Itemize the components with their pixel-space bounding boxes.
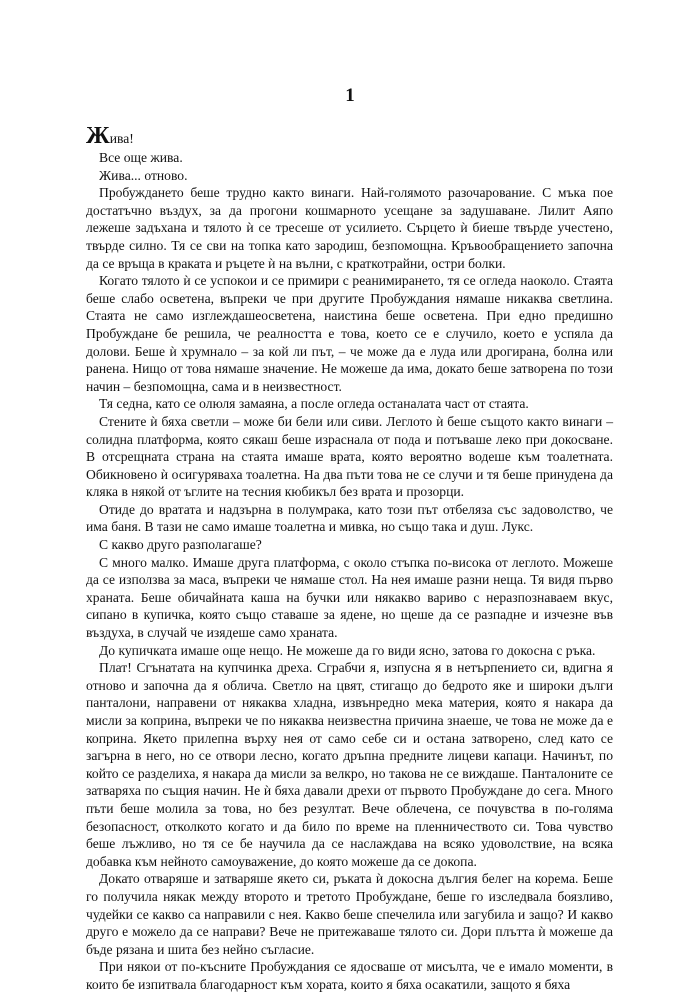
paragraph: Жива... отново. bbox=[99, 167, 188, 183]
paragraph: Отиде до вратата и надзърна в полумрака, като този път отбеляза със задоволство, че има баня. В тази не само имаше тоалетна и мивка, но също така и душ. Лукс. bbox=[86, 501, 613, 535]
paragraph: С какво друго разполагаше? bbox=[99, 537, 262, 553]
paragraph: Плат! Сгънатата на купчинка дреха. Сграбчи я, изпусна я в нетърпението си, вдигна я отново и започна да я облича. Светло на цвят, стигащо до бедрото яке и широки дълги панталони, направени от някаква хладна, извънредно мека материя, която я накара да мисли за коприна, въпреки че по някаква неизвестна причина знаеше, че това не може да е коприна. Якето прилепна върху нея от само себе си и остана затворено, след като се загърна в него, но се отвори лесно, когато дръпна предните лицеви капаци. Начинът, по който се разделиха, я накара да мисли за велкро, но такова не се виждаше. Панталоните се затваряха по същия начин. Не ѝ бяха давали дрехи от първото Пробуждане до сега. Много пъти беше молила за това, но без резултат. Вече облечена, се почувства в по-голяма безопасност, отколкото когато и да било по време на пленничеството си. Това чувство беше лъжливо, но тя се бе научила да се наслаждава на всяко удоволствие, на всяка добавка към нейното самоуважение, до която можеше да се докопа. bbox=[86, 660, 613, 869]
paragraph: Тя седна, като се олюля замаяна, а после огледа останалата част от стаята. bbox=[99, 396, 529, 412]
paragraph: При някои от по-късните Пробуждания се ядосваше от мисълта, че е имало моменти, в които бе изпитвала благодарност към хората, които я бяха осакатили, защото я бяха bbox=[86, 959, 613, 992]
paragraph: Докато отваряше и затваряше якето си, ръката ѝ докосна дългия белег на корема. Беше го получила някак между второто и третото Пробуждане, беше го изследвала боязливо, чудейки се какво са направили с нея. Какво беше спечелила или загубила и защо? И какво друго е можело да се направи? Вече не притежаваше тялото си. Дори плътта ѝ можеше да бъде рязана и шита без нейно съгласие. bbox=[86, 871, 613, 957]
paragraph: С много малко. Имаше друга платформа, с около стъпка по-висока от леглото. Можеше да се използва за маса, въпреки че нямаше стол. На нея имаше разни неща. Тя видя първо храната. Беше обичайната каша на бучки или някакво вариво с неразпознаваем вкус, сипано в купичка, която също ставаше за ядене, но щеше да се разпадне и изчезне във въздуха, в случай че изядеше само храната. bbox=[86, 554, 613, 641]
opening-line-text: ива! bbox=[109, 131, 134, 146]
paragraph: До купичката имаше още нещо. Не можеше да го види ясно, затова го докосна с ръка. bbox=[99, 642, 596, 658]
paragraph: Пробуждането беше трудно както винаги. Най-голямото разочарование. С мъка пое достатъчно въздух, за да прогони кошмарното усещане за задушаване. Лилит Аяпо лежеше задъхана и тялото ѝ се тресеше от усилието. Сърцето ѝ биеше твърде учестено, твърде силно. Тя се сви на топка като зародиш, безпомощна. Кръвообращението започна да се връща в краката и ръцете ѝ на вълни, с краткотрайни, остри болки. bbox=[86, 185, 613, 271]
chapter-text bbox=[86, 124, 613, 994]
chapter-number: 1 bbox=[345, 85, 355, 106]
paragraph: Все още жива. bbox=[99, 150, 183, 165]
paragraph: Стените ѝ бяха светли – може би бели или сиви. Леглото ѝ беше същото както винаги – солидна платформа, която сякаш беше израснала от пода и потъваше леко при докосване. В отсрещната страна на стаята имаше врата, която вероятно водеше към тоалетната. Обикновено ѝ осигуряваха тоалетна. На два пъти това не се случи и тя беше принудена да кляка в някой от ъглите на тесния кюбикъл без врата и прозорци. bbox=[86, 413, 613, 500]
opening-line bbox=[86, 124, 613, 148]
paragraph: Когато тялото ѝ се успокои и се примири с реанимирането, тя се огледа наоколо. Стаята беше слабо осветена, въпреки че при другите Пробуждания нямаше никаква светлина. Стаята не само изглеждашеосветена, наистина беше осветена. При едно предишно Пробуждане бе решила, че реалността е това, което се е случило, което е успяла да долови. Беше ѝ хрумнало – за кой ли път, – че може да е луда или дрогирана, болна или ранена. Нищо от това нямаше значение. Не можеше да има, докато беше затворена по този начин – безпомощна, сама и в неизвестност. bbox=[86, 273, 613, 394]
drop-cap: Ж bbox=[86, 123, 110, 149]
